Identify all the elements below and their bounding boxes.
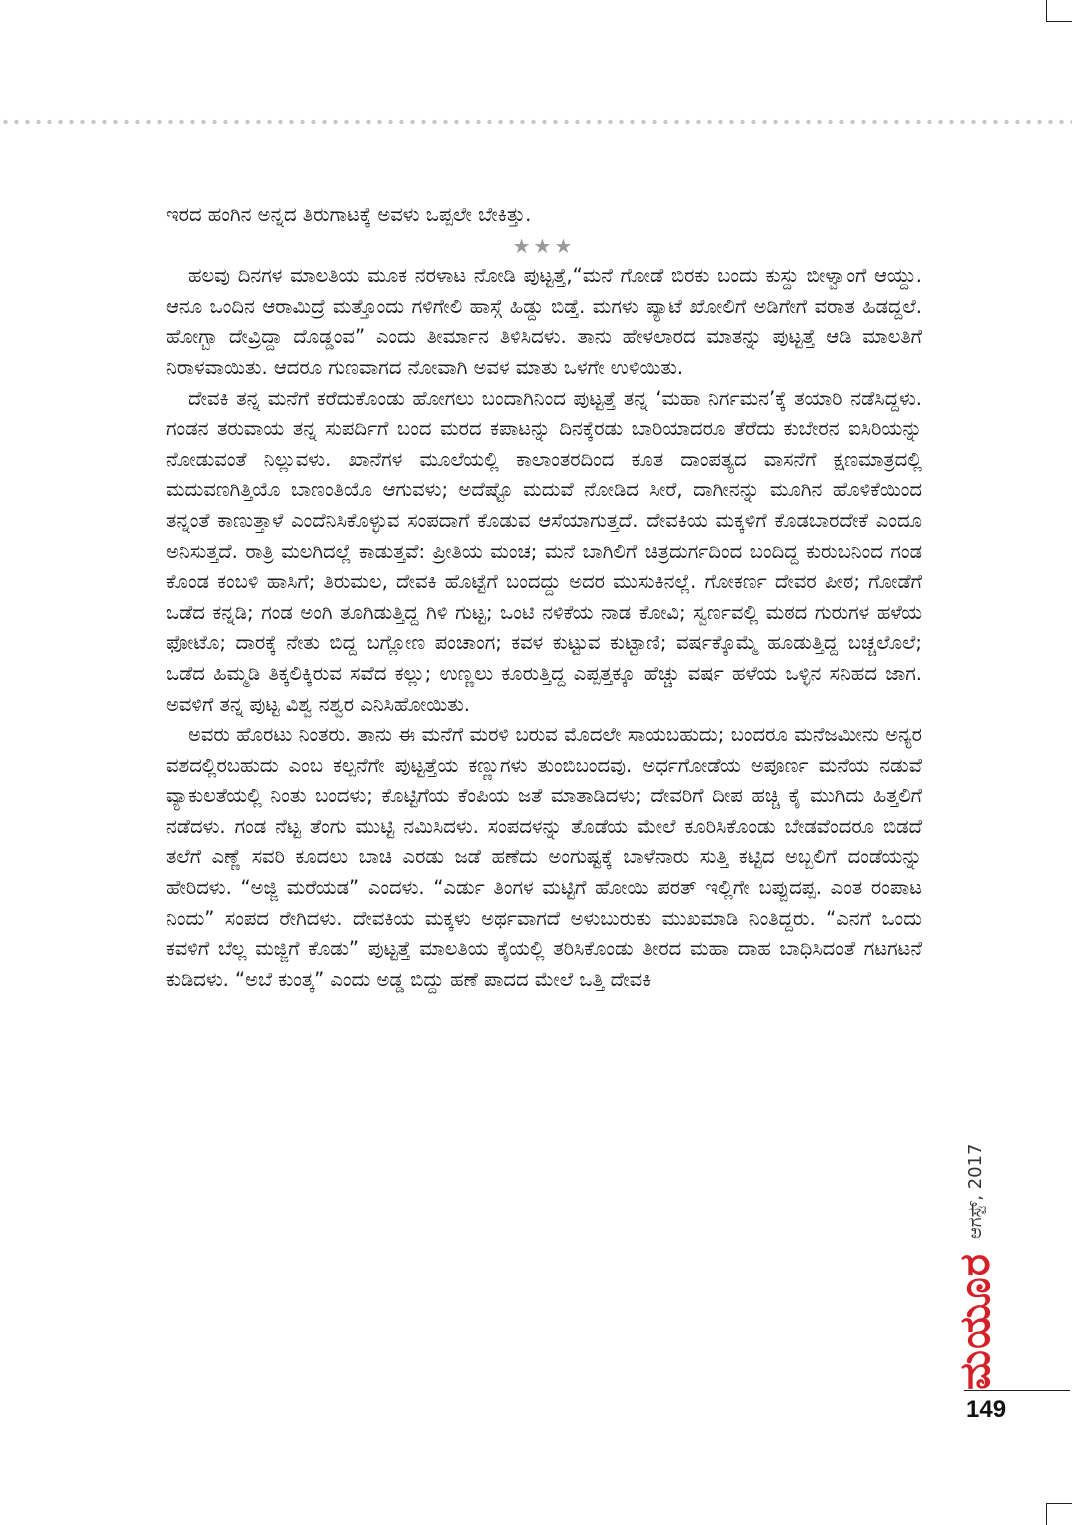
folio-rule — [964, 1390, 1070, 1391]
paragraph-1: ಇರದ ಹಂಗಿನ ಅನ್ನದ ತಿರುಗಾಟಕ್ಕೆ ಅವಳು ಒಪ್ಪಲೇ ಬೇಕಿತ್ತು. — [166, 203, 532, 226]
magazine-logo: ಮಯೂರ — [950, 1253, 999, 1390]
paragraph-3: ದೇವಕಿ ತನ್ನ ಮನೆಗೆ ಕರೆದುಕೊಂಡು ಹೋಗಲು ಬಂದಾಗಿನಿಂದ ಪುಟ್ಟತ್ತೆ ತನ್ನ ‘ಮಹಾ ನಿರ್ಗಮನ’ಕ್ಕೆ ತಯಾರಿ ನಡೆಸಿದ್ದಳು. ಗಂಡನ ತರುವಾಯ ತನ್ನ ಸುಪರ್ದಿಗೆ ಬಂದ ಮರದ ಕಪಾಟನ್ನು ದಿನಕ್ಕೆರಡು ಬಾರಿಯಾದರೂ ತೆರೆದು ಕುಬೇರನ ಐಸಿರಿಯನ್ನು ನೋಡುವಂತೆ ನಿಲ್ಲುವಳು. ಖಾನೆಗಳ ಮೂಲೆಯಲ್ಲಿ ಕಾಲಾಂತರದಿಂದ ಕೂತ ದಾಂಪತ್ಯದ ವಾಸನೆಗೆ ಕ್ಷಣಮಾತ್ರದಲ್ಲಿ ಮದುವಣಗಿತ್ತಿಯೊ ಬಾಣಂತಿಯೊ ಆಗುವಳು; ಅದೆಷ್ಟೊ ಮದುವೆ ನೋಡಿದ ಸೀರೆ, ದಾಗೀನನ್ನು ಮೂಗಿನ ಹೊಳಿಕೆಯಿಂದ ತನ್ನಂತೆ ಕಾಣುತ್ತಾಳೆ ಎಂದೆನಿಸಿಕೊಳ್ಳುವ ಸಂಪದಾಗೆ ಕೊಡುವ ಆಸೆಯಾಗುತ್ತದೆ. ದೇವಕಿಯ ಮಕ್ಕಳಿಗೆ ಕೊಡಬಾರದೇಕೆ ಎಂದೂ ಅನಿಸುತ್ತದೆ. ರಾತ್ರಿ ಮಲಗಿದಲ್ಲೆ ಕಾಡುತ್ತವೆ: ಪ್ರೀತಿಯ ಮಂಚ; ಮನೆ ಬಾಗಿಲಿಗೆ ಚಿತ್ರದುರ್ಗದಿಂದ ಬಂದಿದ್ದ ಕುರುಬನಿಂದ ಗಂಡ ಕೊಂಡ ಕಂಬಳಿ ಹಾಸಿಗೆ; ತಿರುಮಲ, ದೇವಕಿ ಹೊಟ್ಟೆಗೆ ಬಂದದ್ದು ಅದರ ಮುಸುಕಿನಲ್ಲೆ. ಗೋಕರ್ಣ ದೇವರ ಪೀಠ; ಗೋಡೆಗೆ ಒಡೆದ ಕನ್ನಡಿ; ಗಂಡ ಅಂಗಿ ತೂಗಿಡುತ್ತಿದ್ದ ಗಿಳಿ ಗುಟ್ಟ; ಒಂಟಿ ನಳಿಕೆಯ ನಾಡ ಕೋವಿ; ಸ್ವರ್ಣವಲ್ಲಿ ಮಠದ ಗುರುಗಳ ಹಳೆಯ ಫೋಟೊ; ದಾರಕ್ಕೆ ನೇತು ಬಿದ್ದ ಬಗ್ಲೋಣ ಪಂಚಾಂಗ; ಕವಳ ಕುಟ್ಟುವ ಕುಟ್ಟಾಣಿ; ವರ್ಷಕ್ಕೊಮ್ಮೆ ಹೂಡುತ್ತಿದ್ದ ಬಚ್ಚಲೊಲೆ; ಒಡೆದ ಹಿಮ್ಮಡಿ ತಿಕ್ಕಲಿಕ್ಕಿರುವ ಸವೆದ ಕಲ್ಲು; ಉಣ್ಣಲು ಕೂರುತ್ತಿದ್ದ ಎಪ್ಪತ್ತಕ್ಕೂ ಹೆಚ್ಚು ವರ್ಷ ಹಳೆಯ ಒಳ್ಳಿನ ಸನಿಹದ ಜಾಗ. ಅವಳಿಗೆ ತನ್ನ ಪುಟ್ಟ ವಿಶ್ವ ನಶ್ವರ ಎನಿಸಿಹೋಯಿತು. — [166, 386, 922, 716]
crop-mark-bottom — [1046, 1503, 1072, 1525]
paragraph-4: ಅವರು ಹೊರಟು ನಿಂತರು. ತಾನು ಈ ಮನೆಗೆ ಮರಳಿ ಬರುವ ಮೊದಲೇ ಸಾಯಬಹುದು; ಬಂದರೂ ಮನೆಜಮೀನು ಅನ್ಯರ ವಶದಲ್ಲಿರಬಹುದು ಎಂಬ ಕಲ್ಪನೆಗೇ ಪುಟ್ಟತ್ತೆಯ ಕಣ್ಣುಗಳು ತುಂಬಿಬಂದವು. ಅರ್ಧಗೋಡೆಯ ಅಪೂರ್ಣ ಮನೆಯ ನಡುವೆ ವ್ಯಾಕುಲತೆಯಲ್ಲಿ ನಿಂತು ಬಂದಳು; ಕೊಟ್ಟಿಗೆಯ ಕೆಂಪಿಯ ಜತೆ ಮಾತಾಡಿದಳು; ದೇವರಿಗೆ ದೀಪ ಹಚ್ಚಿ ಕೈ ಮುಗಿದು ಹಿತ್ತಲಿಗೆ ನಡೆದಳು. ಗಂಡ ನೆಟ್ಟ ತೆಂಗು ಮುಟ್ಟಿ ನಮಿಸಿದಳು. ಸಂಪದಳನ್ನು ತೊಡೆಯ ಮೇಲೆ ಕೂರಿಸಿಕೊಂಡು ಬೇಡವೆಂದರೂ ಬಿಡದೆ ತಲೆಗೆ ಎಣ್ಣೆ ಸವರಿ ಕೂದಲು ಬಾಚಿ ಎರಡು ಜಡೆ ಹಣೆದು ಅಂಗುಷ್ಟಕ್ಕೆ ಬಾಳೆನಾರು ಸುತ್ತಿ ಕಟ್ಟಿದ ಅಬ್ಬಲಿಗೆ ದಂಡೆಯನ್ನು ಹೇರಿದಳು. “ಅಜ್ಜಿ ಮರೆಯಡ” ಎಂದಳು. “ಎರ್ಡು ತಿಂಗಳ ಮಟ್ಟಿಗೆ ಹೋಯಿ ಪರತ್ ಇಲ್ಲಿಗೇ ಬಪ್ಪುದಪ್ಪ. ಎಂತ ರಂಪಾಟ ನಿಂದು” ಸಂಪದ ರೇಗಿದಳು. ದೇವಕಿಯ ಮಕ್ಕಳು ಅರ್ಥವಾಗದೆ ಅಳುಬುರುಕು ಮುಖಮಾಡಿ ನಿಂತಿದ್ದರು. “ಎನಗೆ ಒಂದು ಕವಳಿಗೆ ಬೆಲ್ಲ ಮಜ್ಜಿಗೆ ಕೊಡು” ಪುಟ್ಟತ್ತೆ ಮಾಲತಿಯ ಕೈಯಲ್ಲಿ ತರಿಸಿಕೊಂಡು ತೀರದ ಮಹಾ ದಾಹ ಬಾಧಿಸಿದಂತೆ ಗಟಗಟನೆ ಕುಡಿದಳು. “ಅಬೆ ಕುಂತ್ಕ” ಎಂದು ಅಡ್ಡ ಬಿದ್ದು ಹಣೆ ಪಾದದ ಮೇಲೆ ಒತ್ತಿ ದೇವಕಿ — [166, 723, 922, 991]
dotted-rule — [0, 119, 1072, 125]
section-separator: ★★★ — [512, 233, 576, 258]
issue-date: ಆಗಸ್ಟ್, 2017 — [964, 1143, 986, 1240]
page-number: 149 — [966, 1396, 1007, 1423]
article-body — [166, 200, 922, 995]
side-footer — [930, 1110, 1020, 1390]
crop-mark-top — [1046, 0, 1072, 22]
paragraph-2: ಹಲವು ದಿನಗಳ ಮಾಲತಿಯ ಮೂಕ ನರಳಾಟ ನೋಡಿ ಪುಟ್ಟತ್ತೆ,“ಮನೆ ಗೋಡೆ ಬಿರಕು ಬಂದು ಕುಸ್ದು ಬೀಳ್ವಾಂಗೆ ಆಯ್ದು. ಆನೂ ಒಂದಿನ ಆರಾಮಿದ್ರೆ ಮತ್ತೊಂದು ಗಳಿಗೇಲಿ ಹಾಸ್ಗೆ ಹಿಡ್ದು ಬಿಡ್ತೆ. ಮಗಳು ಪ್ಯಾಟೆ ಖೋಲಿಗೆ ಅಡಿಗೇಗೆ ವರಾತ ಹಿಡದ್ದಲೆ. ಹೋಗ್ಬಾ ದೇವ್ರಿದ್ದಾ ದೊಡ್ಡಂವ” ಎಂದು ತೀರ್ಮಾನ ತಿಳಿಸಿದಳು. ತಾನು ಹೇಳಲಾರದ ಮಾತನ್ನು ಪುಟ್ಟತ್ತೆ ಆಡಿ ಮಾಲತಿಗೆ ನಿರಾಳವಾಯಿತು. ಆದರೂ ಗುಣವಾಗದ ನೋವಾಗಿ ಅವಳ ಮಾತು ಒಳಗೇ ಉಳಿಯಿತು. — [166, 264, 922, 379]
